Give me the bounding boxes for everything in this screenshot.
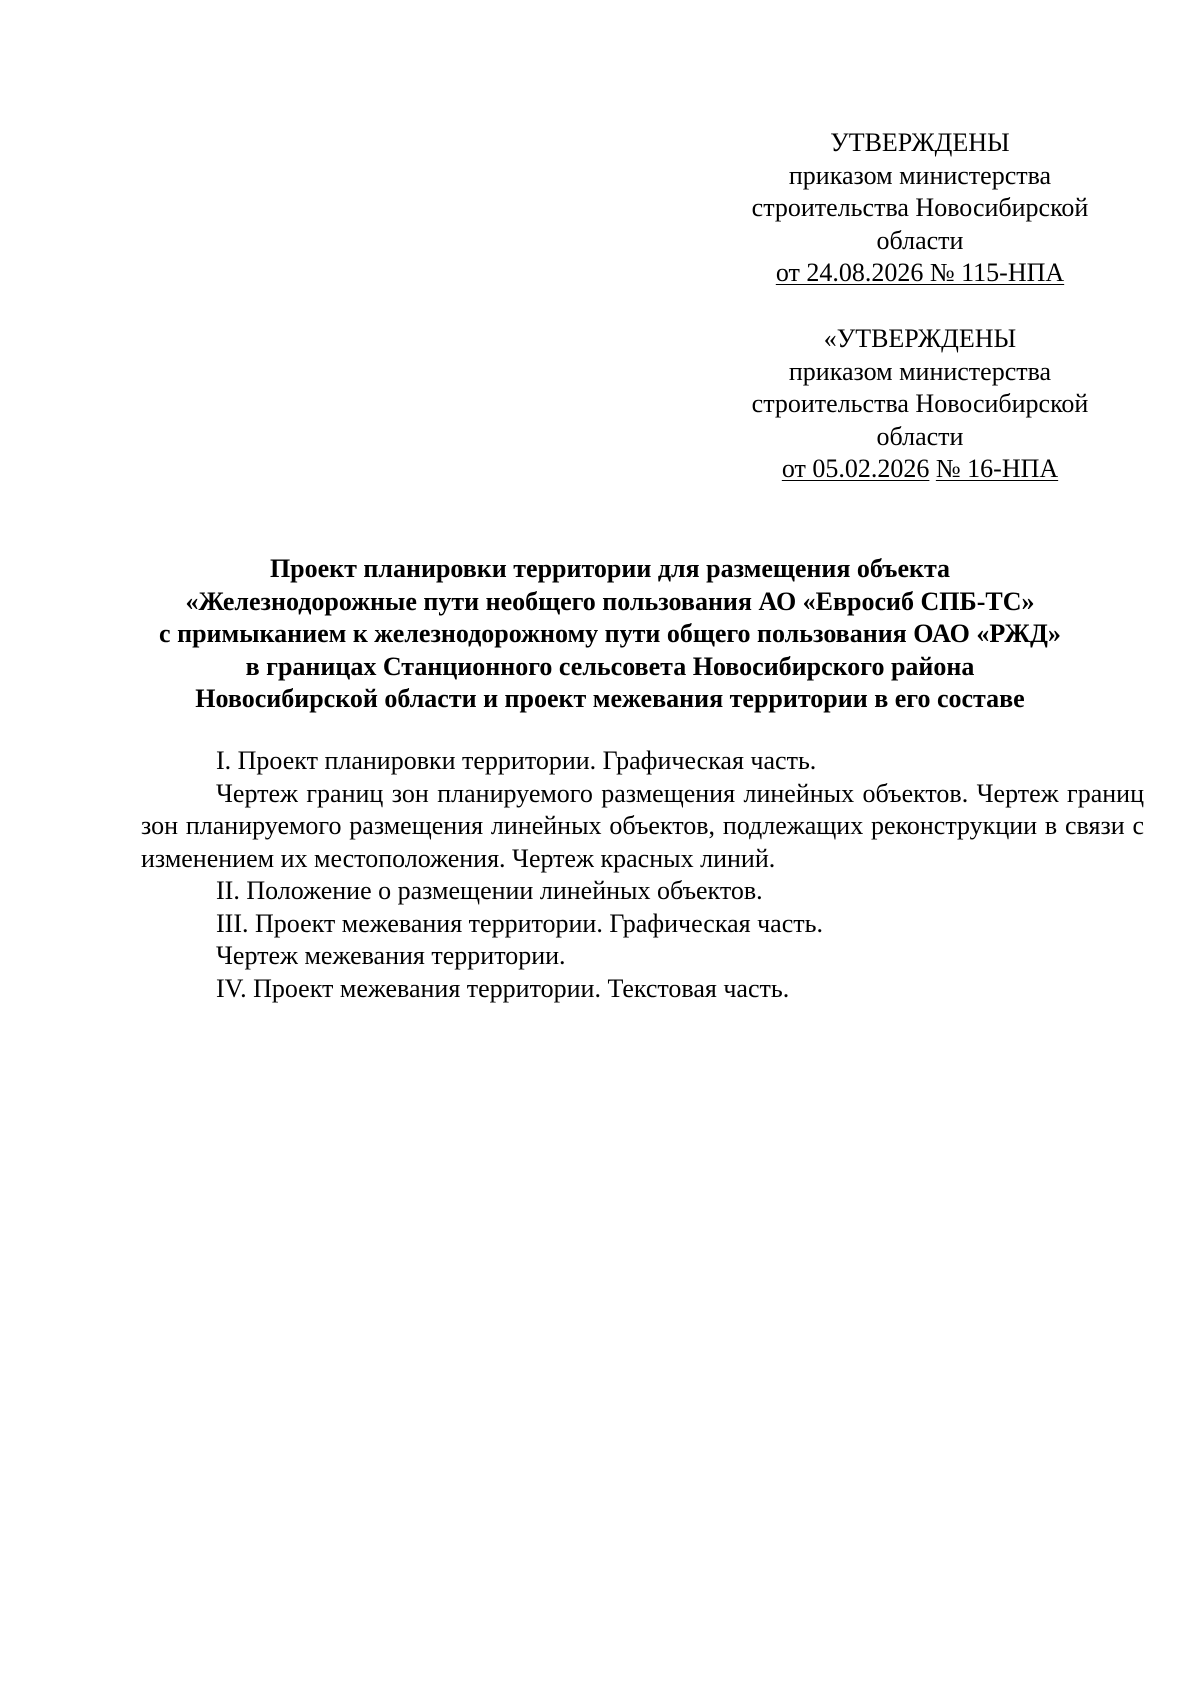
approval-order: от 24.08.2026 № 115-НПА bbox=[775, 258, 1065, 287]
approval-issuer-line-1: приказом министерства bbox=[788, 160, 1052, 190]
approval-order-date: от 05.02.2026 bbox=[781, 454, 930, 483]
contents-list bbox=[141, 745, 1144, 1005]
title-line: в границах Станционного сельсовета Новосибирского района bbox=[245, 651, 975, 681]
contents-item: I. Проект планировки территории. Графическая часть. bbox=[216, 746, 817, 775]
title-line: «Железнодорожные пути необщего пользования АО «Евросиб СПБ-ТС» bbox=[185, 586, 1035, 616]
contents-item: III. Проект межевания территории. Графическая часть. bbox=[216, 908, 823, 938]
title-line: с примыканием к железнодорожному пути общего пользования ОАО «РЖД» bbox=[159, 619, 1061, 648]
contents-item: Чертеж границ зон планируемого размещения линейных объектов. Чертеж границ зон планируемого размещения линейных объектов, подлежащих реконструкции в связи с изменением их местоположения. Чертеж красных линий. bbox=[141, 778, 1144, 873]
contents-item: IV. Проект межевания территории. Текстовая часть. bbox=[216, 973, 790, 1003]
document-title bbox=[110, 553, 1110, 716]
approval-order-line bbox=[730, 453, 1110, 486]
approval-order-number: № 16-НПА bbox=[935, 454, 1059, 483]
approval-issuer-line-2: строительства Новосибирской bbox=[751, 389, 1089, 418]
approval-order-line bbox=[730, 257, 1110, 290]
title-line: Новосибирской области и проект межевания территории в его составе bbox=[195, 684, 1025, 713]
approval-heading: УТВЕРЖДЕНЫ bbox=[830, 128, 1010, 157]
approval-issuer-line-3: области bbox=[876, 421, 964, 451]
approval-issuer-line-2: строительства Новосибирской bbox=[751, 193, 1089, 222]
approval-issuer-line-3: области bbox=[876, 225, 964, 255]
approval-stamp-original bbox=[730, 323, 1110, 486]
contents-item: Чертеж межевания территории. bbox=[216, 941, 566, 970]
approval-stamp-current bbox=[730, 127, 1110, 290]
contents-item: II. Положение о размещении линейных объектов. bbox=[216, 876, 763, 905]
approval-issuer-line-1: приказом министерства bbox=[788, 356, 1052, 386]
approval-heading: «УТВЕРЖДЕНЫ bbox=[823, 324, 1017, 353]
title-line: Проект планировки территории для размещения объекта bbox=[269, 554, 951, 583]
